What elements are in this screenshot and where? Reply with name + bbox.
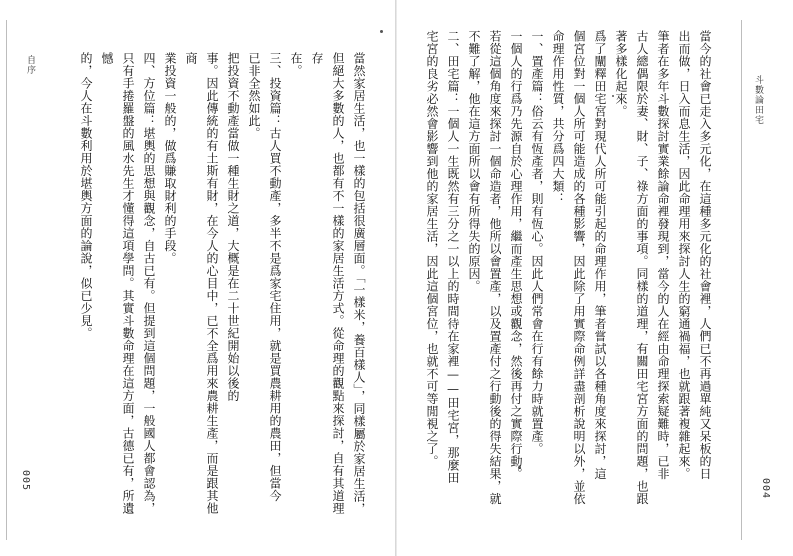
right-page-edge [741, 20, 742, 540]
left-page-edge [6, 20, 7, 540]
book-gutter [395, 0, 397, 556]
right-page-text [405, 30, 715, 520]
left-page-text [77, 52, 369, 522]
left-paragraph: 四、方位篇：堪輿的思想與觀念，自古已有。但提到這個問題，一般國人都會認為， [142, 52, 156, 515]
right-paragraph: 爲了闡釋田宅宮對現代人所可能引起的命理作用，筆者嘗試以各種角度來探討，這 [593, 30, 607, 480]
left-paragraph: 當然家居生活，也一樣的包括很廣層面。「一樣米，養百樣人」，同樣屬於家居生活， [352, 52, 366, 515]
right-paragraph: 命理作用性質，共分爲四大類： [551, 30, 565, 205]
left-paragraph: 三、投資篇：古人買不動產，多半不是爲家宅住用，就是買農耕用的農田，但當今 [268, 52, 282, 502]
left-paragraph: 在。 [289, 52, 303, 77]
right-paragraph: 一個人的行爲乃先源自於心理作用，繼而產生思想或觀念，然後再付之實際行動。 [509, 30, 523, 480]
right-paragraph: 出而做，日入而息生活，因此命理用來探討人生的窮通禍福，也就跟著複雜起來。 [677, 30, 691, 480]
right-paragraph: 古人總偶限於妻、財、子、祿方面的事項。同樣的道理，有關田宅宮方面的問題，也跟 [635, 30, 649, 505]
right-paragraph: 二、田宅篇：一個人一生既然有三分之一以上的時間待在家裡——田宅宮，那麼田 [446, 30, 460, 484]
right-paragraph: 著多樣化起來。 [614, 30, 628, 118]
left-paragraph: 事。因此傳統的有土斯有財，在今人的心目中，已不全爲用來農耕生產，而是跟其他商 [184, 52, 219, 515]
left-paragraph: 的，今人在斗數利用於堪輿方面的論說，似已少見。 [79, 52, 93, 340]
right-paragraph: 不難了解，他在這方面所以會有所得失的原因。 [467, 30, 481, 293]
left-paragraph: 但絕大多數的人，也都有不一樣的家居生活方式。從命理的觀點來探討，自有其道理存 [310, 52, 345, 515]
right-paragraph: 當今的社會已走入多元化，在這種多元化的社會裡，人們已不再過單純又呆板的日 [698, 30, 712, 480]
left-paragraph: 把投資不動產當做一種生財之道，大概是在二十世紀開始以後的 [226, 52, 240, 402]
right-paragraph: 個宮位對一個人所可能造成的各種影響，因此除了用實際命例詳盡剖析說明以外，並依 [572, 30, 586, 505]
right-page-number: 004 [760, 478, 771, 500]
right-paragraph: 筆者在多年斗數探討實業餘論命裡發現到，當今的人在經由命理探索疑難時，已非 [656, 30, 670, 480]
right-paragraph: 若從這個角度來探討一個命造者，他所以會置產，以及置產付之行動後的得失結果，就 [488, 30, 502, 505]
right-paragraph: 宅宮的良劣必然會影響到他的家居生活，因此這個宮位，也就不可等閒視之了。 [425, 30, 439, 468]
left-paragraph: 已非全然如此。 [247, 52, 261, 140]
left-page-header: 自序 [25, 55, 35, 75]
left-page-number: 005 [20, 470, 31, 492]
left-paragraph: 業投資一般的，做爲賺取財利的手段。 [163, 52, 177, 265]
right-page-header: 斗數論田宅 [753, 75, 763, 125]
right-paragraph: 一、置產篇：俗云有恆產者，則有恆心。因此人們常會在行有餘力時就置產。 [530, 30, 544, 455]
left-paragraph: 只有手捲羅盤的風水先生才懂得這項學問。其實斗數命理在這方面，古德已有，所遺憾 [100, 52, 135, 515]
scan-speck [380, 30, 383, 33]
